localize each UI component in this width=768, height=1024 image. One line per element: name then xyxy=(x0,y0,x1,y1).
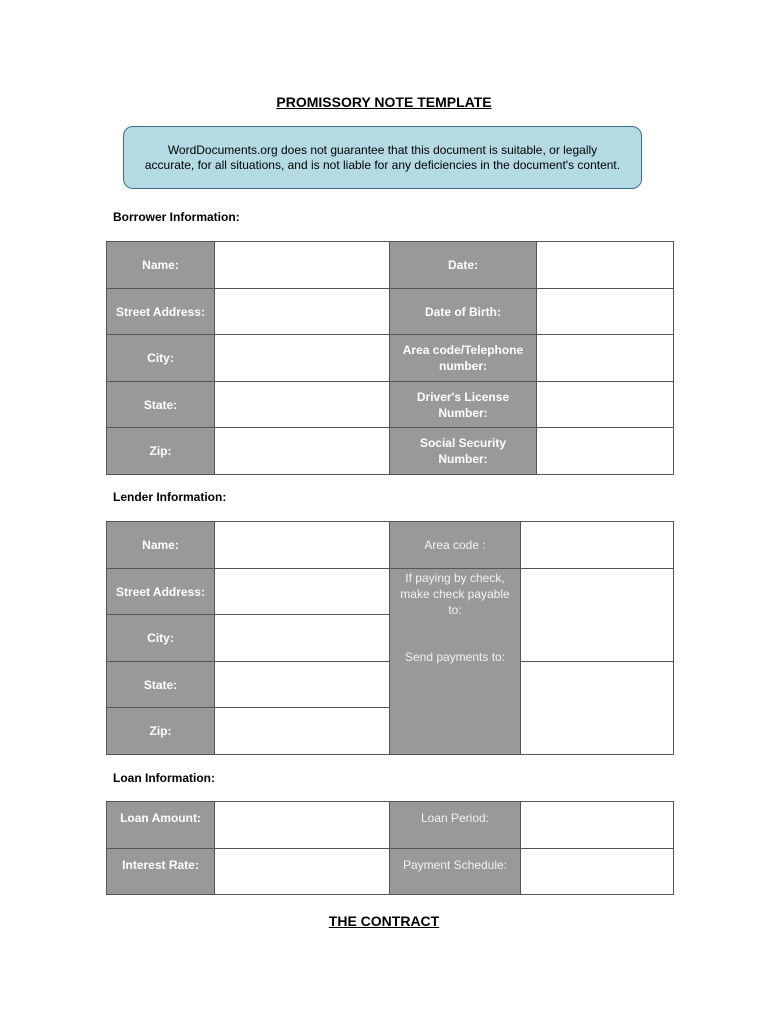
borrower-city-field[interactable] xyxy=(215,335,390,382)
lender-send-payments-field[interactable] xyxy=(521,662,674,755)
lender-city-field[interactable] xyxy=(215,615,390,662)
lender-street-field[interactable] xyxy=(215,569,390,615)
lender-section-heading: Lender Information: xyxy=(113,490,227,504)
lender-area-code-label: Area code : xyxy=(390,522,521,569)
lender-city-label: City: xyxy=(107,615,215,662)
table-row xyxy=(107,335,674,382)
table-row xyxy=(107,569,674,615)
lender-payment-instructions-cell xyxy=(390,569,521,755)
check-payable-label: If paying by check, make check payable to: xyxy=(400,571,510,617)
borrower-name-field[interactable] xyxy=(215,242,390,289)
borrower-zip-field[interactable] xyxy=(215,428,390,475)
borrower-date-label: Date: xyxy=(390,242,537,289)
borrower-table xyxy=(106,241,674,475)
disclaimer-box xyxy=(123,126,642,189)
borrower-date-field[interactable] xyxy=(537,242,674,289)
borrower-license-field[interactable] xyxy=(537,382,674,428)
loan-amount-field[interactable] xyxy=(215,802,390,849)
borrower-name-label: Name: xyxy=(107,242,215,289)
lender-street-label: Street Address: xyxy=(107,569,215,615)
lender-name-label: Name: xyxy=(107,522,215,569)
table-row xyxy=(107,802,674,849)
lender-table xyxy=(106,521,674,755)
loan-section-heading: Loan Information: xyxy=(113,771,215,785)
loan-period-label: Loan Period: xyxy=(390,802,521,849)
disclaimer-text: WordDocuments.org does not guarantee that this document is suitable, or legally accurate, for all situations, and is not liable for any deficiencies in the document's content. xyxy=(144,142,621,172)
table-row xyxy=(107,522,674,569)
loan-amount-label: Loan Amount: xyxy=(107,802,215,849)
send-payments-label: Send payments to: xyxy=(404,650,506,664)
payment-schedule-label: Payment Schedule: xyxy=(390,849,521,895)
table-row xyxy=(107,428,674,475)
loan-period-field[interactable] xyxy=(521,802,674,849)
borrower-section-heading: Borrower Information: xyxy=(113,210,240,224)
lender-zip-field[interactable] xyxy=(215,708,390,755)
document-title: PROMISSORY NOTE TEMPLATE xyxy=(276,94,492,110)
lender-state-field[interactable] xyxy=(215,662,390,708)
borrower-license-label: Driver's License Number: xyxy=(390,382,537,428)
borrower-street-label: Street Address: xyxy=(107,289,215,335)
lender-name-field[interactable] xyxy=(215,522,390,569)
contract-heading: THE CONTRACT xyxy=(328,913,440,929)
lender-check-payable-field[interactable] xyxy=(521,569,674,662)
table-row xyxy=(107,242,674,289)
borrower-street-field[interactable] xyxy=(215,289,390,335)
table-row xyxy=(107,382,674,428)
table-row xyxy=(107,849,674,895)
borrower-phone-label: Area code/Telephone number: xyxy=(390,335,537,382)
borrower-dob-label: Date of Birth: xyxy=(390,289,537,335)
borrower-zip-label: Zip: xyxy=(107,428,215,475)
interest-rate-field[interactable] xyxy=(215,849,390,895)
loan-table xyxy=(106,801,674,895)
borrower-ssn-label: Social Security Number: xyxy=(390,428,537,475)
borrower-dob-field[interactable] xyxy=(537,289,674,335)
payment-schedule-field[interactable] xyxy=(521,849,674,895)
borrower-state-field[interactable] xyxy=(215,382,390,428)
lender-zip-label: Zip: xyxy=(107,708,215,755)
lender-area-code-field[interactable] xyxy=(521,522,674,569)
borrower-city-label: City: xyxy=(107,335,215,382)
borrower-state-label: State: xyxy=(107,382,215,428)
lender-state-label: State: xyxy=(107,662,215,708)
borrower-ssn-field[interactable] xyxy=(537,428,674,475)
interest-rate-label: Interest Rate: xyxy=(107,849,215,895)
borrower-phone-field[interactable] xyxy=(537,335,674,382)
table-row xyxy=(107,289,674,335)
